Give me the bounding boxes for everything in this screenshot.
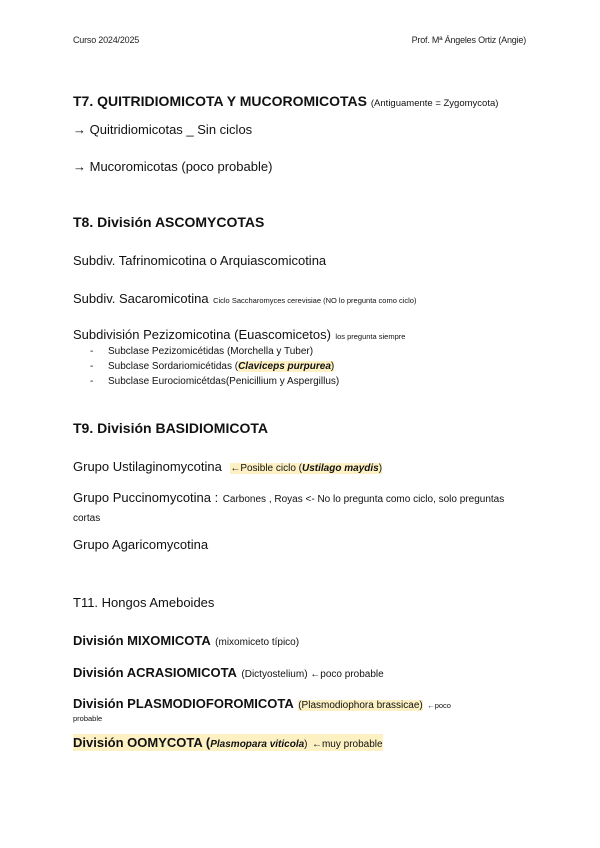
t8-subdiv-3: Subdivisión Pezizomicotina (Euascomicetos) xyxy=(73,327,331,342)
t11-div-2-line xyxy=(73,664,384,682)
t11-div-3-note: (Plasmodiophora brassicae) xyxy=(298,700,423,711)
t11-div-2: División ACRASIOMICOTA xyxy=(73,665,237,680)
t7-item-1: → Quitridiomicotas _ Sin ciclos xyxy=(73,122,253,137)
t9-grupo-1-line xyxy=(73,458,382,476)
t11-div-4: División OOMYCOTA ( xyxy=(73,735,211,750)
t11-title: T11. Hongos Ameboides xyxy=(73,595,215,610)
t8-subdiv-3-line xyxy=(73,326,405,344)
t7-item-2: → Mucoromicotas (poco probable) xyxy=(73,159,273,174)
list-item: - Subclase Pezizomicétidas (Morchella y Tuber) xyxy=(90,346,314,357)
header-course: Curso 2024/2025 xyxy=(73,35,140,45)
list-item: - Subclase Sordariomicétidas (Claviceps purpurea) xyxy=(90,361,335,372)
header-professor: Prof. Mª Ángeles Ortiz (Angie) xyxy=(411,35,526,45)
species-ustilago: Ustilago maydis xyxy=(302,463,379,474)
t7-title-note: (Antiguamente = Zygomycota) xyxy=(370,98,499,109)
species-claviceps: Claviceps purpurea xyxy=(238,361,331,372)
t8-title: T8. División ASCOMYCOTAS xyxy=(73,214,265,230)
t9-grupo-2-note: Carbones , Royas <- No lo pregunta como ciclo, solo preguntas cortas xyxy=(73,494,505,524)
t8-subdiv-3-note: los pregunta siempre xyxy=(335,332,406,341)
t7-title: T7. QUITRIDIOMICOTA Y MUCOROMICOTAS xyxy=(73,93,367,109)
t11-div-3: División PLASMODIOFOROMICOTA xyxy=(73,696,294,711)
t11-div-3-note-3: probable xyxy=(73,714,103,723)
list-item: - Subclase Eurociomicétdas(Penicillium y Aspergillus) xyxy=(90,376,340,387)
t9-grupo-2: Grupo Puccinomycotina : xyxy=(73,490,219,505)
t11-div-4-note: ←muy probable xyxy=(311,739,383,750)
t11-div-3-line xyxy=(73,695,451,713)
species-plasmopara: Plasmopara viticola xyxy=(210,739,305,750)
t11-div-1: División MIXOMICOTA xyxy=(73,633,211,648)
t9-grupo-1-note: ←Posible ciclo (Ustilago maydis) xyxy=(230,463,383,474)
t11-div-2-note: (Dictyostelium) ←poco probable xyxy=(241,669,384,680)
t11-div-3-note-2: ←poco xyxy=(427,701,451,710)
t9-grupo-3: Grupo Agaricomycotina xyxy=(73,537,209,552)
t8-subdiv-2-line xyxy=(73,290,416,308)
t9-grupo-2-block xyxy=(73,489,513,527)
t8-subdiv-2-note: Ciclo Saccharomyces cerevisiae (NO lo pregunta como ciclo) xyxy=(213,296,417,305)
t11-div-4-highlight: División OOMYCOTA (Plasmopara viticola) ←muy probable xyxy=(73,735,383,750)
t11-div-1-note: (mixomiceto típico) xyxy=(215,637,300,648)
t11-div-1-line xyxy=(73,632,299,650)
t7-heading xyxy=(73,93,498,109)
t8-subdiv-1: Subdiv. Tafrinomicotina o Arquiascomicotina xyxy=(73,253,327,268)
t9-title: T9. División BASIDIOMICOTA xyxy=(73,420,268,436)
t9-grupo-1: Grupo Ustilaginomycotina xyxy=(73,459,222,474)
t8-subdiv-2: Subdiv. Sacaromicotina xyxy=(73,291,209,306)
subclase-list xyxy=(90,344,339,389)
t11-div-4-line xyxy=(73,734,383,752)
